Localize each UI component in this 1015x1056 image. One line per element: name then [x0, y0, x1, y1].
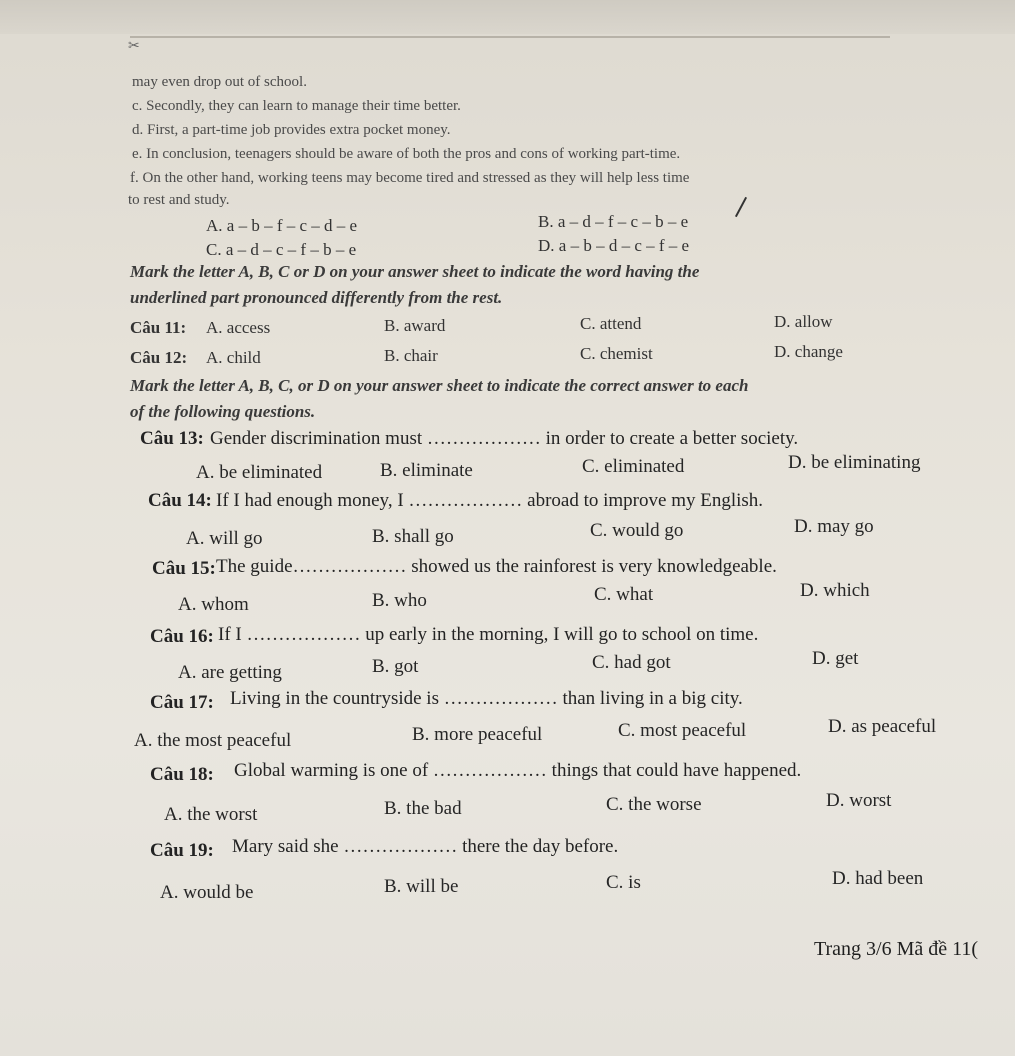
- question-18-label: Câu 18:: [150, 764, 214, 785]
- paragraph-line-e: e. In conclusion, teenagers should be aware of both the pros and cons of working part-time.: [132, 146, 681, 162]
- instruction-correct-line-1: Mark the letter A, B, C, or D on your answer sheet to indicate the correct answer to each: [130, 376, 749, 395]
- order-option-b: B. a – d – f – c – b – e: [538, 212, 689, 231]
- question-13-label: Câu 13:: [140, 428, 204, 449]
- paragraph-line-f: f. On the other hand, working teens may become tired and stressed as they will help less time: [130, 170, 690, 186]
- page-footer: Trang 3/6 Mã đề 11(: [814, 938, 979, 960]
- q14-option-b: B. shall go: [372, 526, 454, 547]
- q14-option-d: D. may go: [794, 516, 874, 537]
- question-14-label: Câu 14:: [148, 490, 212, 511]
- q17-option-c: C. most peaceful: [618, 720, 747, 741]
- q11-option-d: D. allow: [774, 312, 833, 331]
- question-11-label: Câu 11:: [130, 318, 187, 337]
- q18-option-a: A. the worst: [164, 804, 258, 825]
- q11-option-a: A. access: [206, 318, 271, 337]
- instruction-correct-line-2: of the following questions.: [130, 402, 316, 421]
- question-17-text: Living in the countryside is ……………… than living in a big city.: [230, 688, 743, 709]
- pen-mark: [735, 197, 747, 217]
- q19-option-c: C. is: [606, 872, 641, 893]
- q15-option-a: A. whom: [178, 594, 249, 615]
- q15-option-c: C. what: [594, 584, 654, 605]
- order-option-a: A. a – b – f – c – d – e: [206, 216, 358, 235]
- q11-option-b: B. award: [384, 316, 446, 335]
- page-top-shadow: [0, 0, 1015, 34]
- question-15-label: Câu 15:: [152, 558, 216, 579]
- question-14-text: If I had enough money, I ……………… abroad to improve my English.: [216, 490, 764, 511]
- q18-option-d: D. worst: [826, 790, 892, 811]
- q18-option-c: C. the worse: [606, 794, 702, 815]
- paragraph-line-c: c. Secondly, they can learn to manage their time better.: [132, 98, 461, 114]
- q14-option-c: C. would go: [590, 520, 684, 541]
- question-13-text: Gender discrimination must ……………… in order to create a better society.: [210, 428, 799, 449]
- q14-option-a: A. will go: [186, 528, 263, 549]
- q19-option-a: A. would be: [160, 882, 254, 903]
- paragraph-line-1: may even drop out of school.: [132, 74, 307, 90]
- q16-option-c: C. had got: [592, 652, 671, 673]
- q12-option-a: A. child: [206, 348, 261, 367]
- q15-option-d: D. which: [800, 580, 870, 601]
- question-12-label: Câu 12:: [130, 348, 188, 367]
- q12-option-c: C. chemist: [580, 344, 653, 363]
- q19-option-b: B. will be: [384, 876, 459, 897]
- cut-line: [130, 36, 890, 38]
- question-18-text: Global warming is one of ……………… things that could have happened.: [234, 760, 802, 781]
- question-15-text: The guide……………… showed us the rainforest is very knowledgeable.: [216, 556, 777, 577]
- instruction-pronunciation-line-2: underlined part pronounced differently from the rest.: [130, 288, 503, 307]
- q17-option-b: B. more peaceful: [412, 724, 543, 745]
- q13-option-b: B. eliminate: [380, 460, 473, 481]
- order-option-c: C. a – d – c – f – b – e: [206, 240, 357, 259]
- q12-option-d: D. change: [774, 342, 843, 361]
- question-19-text: Mary said she ……………… there the day before.: [232, 836, 619, 857]
- scissor-icon: ✂: [128, 39, 140, 54]
- question-16-label: Câu 16:: [150, 626, 214, 647]
- q13-option-c: C. eliminated: [582, 456, 685, 477]
- q13-option-d: D. be eliminating: [788, 452, 921, 473]
- paragraph-line-f-cont: to rest and study.: [128, 192, 230, 208]
- q19-option-d: D. had been: [832, 868, 924, 889]
- q17-option-d: D. as peaceful: [828, 716, 937, 737]
- question-17-label: Câu 17:: [150, 692, 214, 713]
- order-option-d: D. a – b – d – c – f – e: [538, 236, 690, 255]
- q13-option-a: A. be eliminated: [196, 462, 323, 483]
- instruction-pronunciation-line-1: Mark the letter A, B, C or D on your answer sheet to indicate the word having the: [130, 262, 700, 281]
- q16-option-a: A. are getting: [178, 662, 282, 683]
- q16-option-b: B. got: [372, 656, 419, 677]
- q16-option-d: D. get: [812, 648, 859, 669]
- q17-option-a: A. the most peaceful: [134, 730, 292, 751]
- q18-option-b: B. the bad: [384, 798, 462, 819]
- q11-option-c: C. attend: [580, 314, 642, 333]
- q12-option-b: B. chair: [384, 346, 438, 365]
- paragraph-line-d: d. First, a part-time job provides extra pocket money.: [132, 122, 451, 138]
- q15-option-b: B. who: [372, 590, 427, 611]
- question-16-text: If I ……………… up early in the morning, I will go to school on time.: [218, 624, 759, 645]
- question-19-label: Câu 19:: [150, 840, 214, 861]
